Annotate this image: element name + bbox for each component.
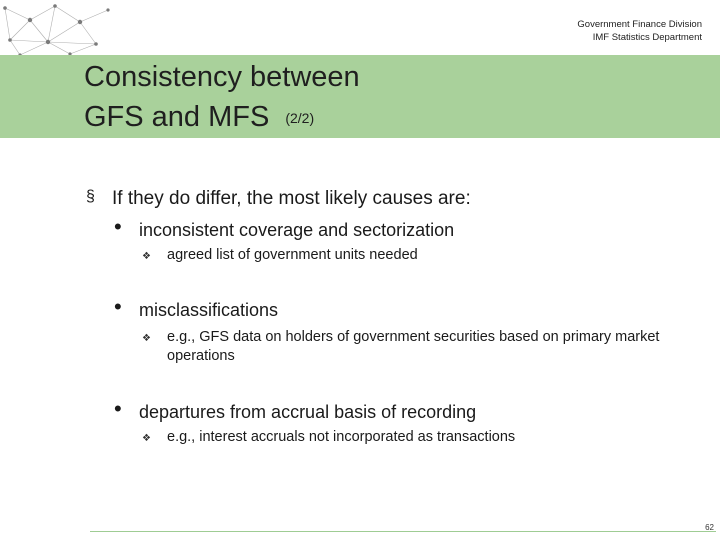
diamond-bullet-icon: ❖ <box>142 251 151 262</box>
cause-detail: agreed list of government units needed <box>167 247 418 263</box>
intro-text: If they do differ, the most likely causes are: <box>112 188 471 209</box>
cause-label: misclassifications <box>139 300 279 320</box>
diamond-bullet-icon: ❖ <box>142 333 151 344</box>
cause-label: departures from accrual basis of recording <box>139 402 477 422</box>
page-number: 62 <box>705 523 714 532</box>
square-bullet-icon: § <box>86 188 95 205</box>
title-line-1: Consistency between <box>84 61 360 93</box>
title-part-indicator: (2/2) <box>285 110 315 126</box>
diamond-bullet-icon: ❖ <box>142 433 151 444</box>
title-line-2-text: GFS and MFS <box>84 101 270 133</box>
org-division: Government Finance Division <box>577 19 702 30</box>
cause-detail: e.g., interest accruals not incorporated as transactions <box>167 429 516 445</box>
dot-bullet-icon: • <box>114 294 122 319</box>
cause-detail: e.g., GFS data on holders of government securities based on primary market operations <box>167 329 660 364</box>
dot-bullet-icon: • <box>114 214 122 239</box>
org-department: IMF Statistics Department <box>592 32 702 43</box>
footer-divider <box>90 531 716 532</box>
dot-bullet-icon: • <box>114 396 122 421</box>
cause-label: inconsistent coverage and sectorization <box>139 220 455 240</box>
